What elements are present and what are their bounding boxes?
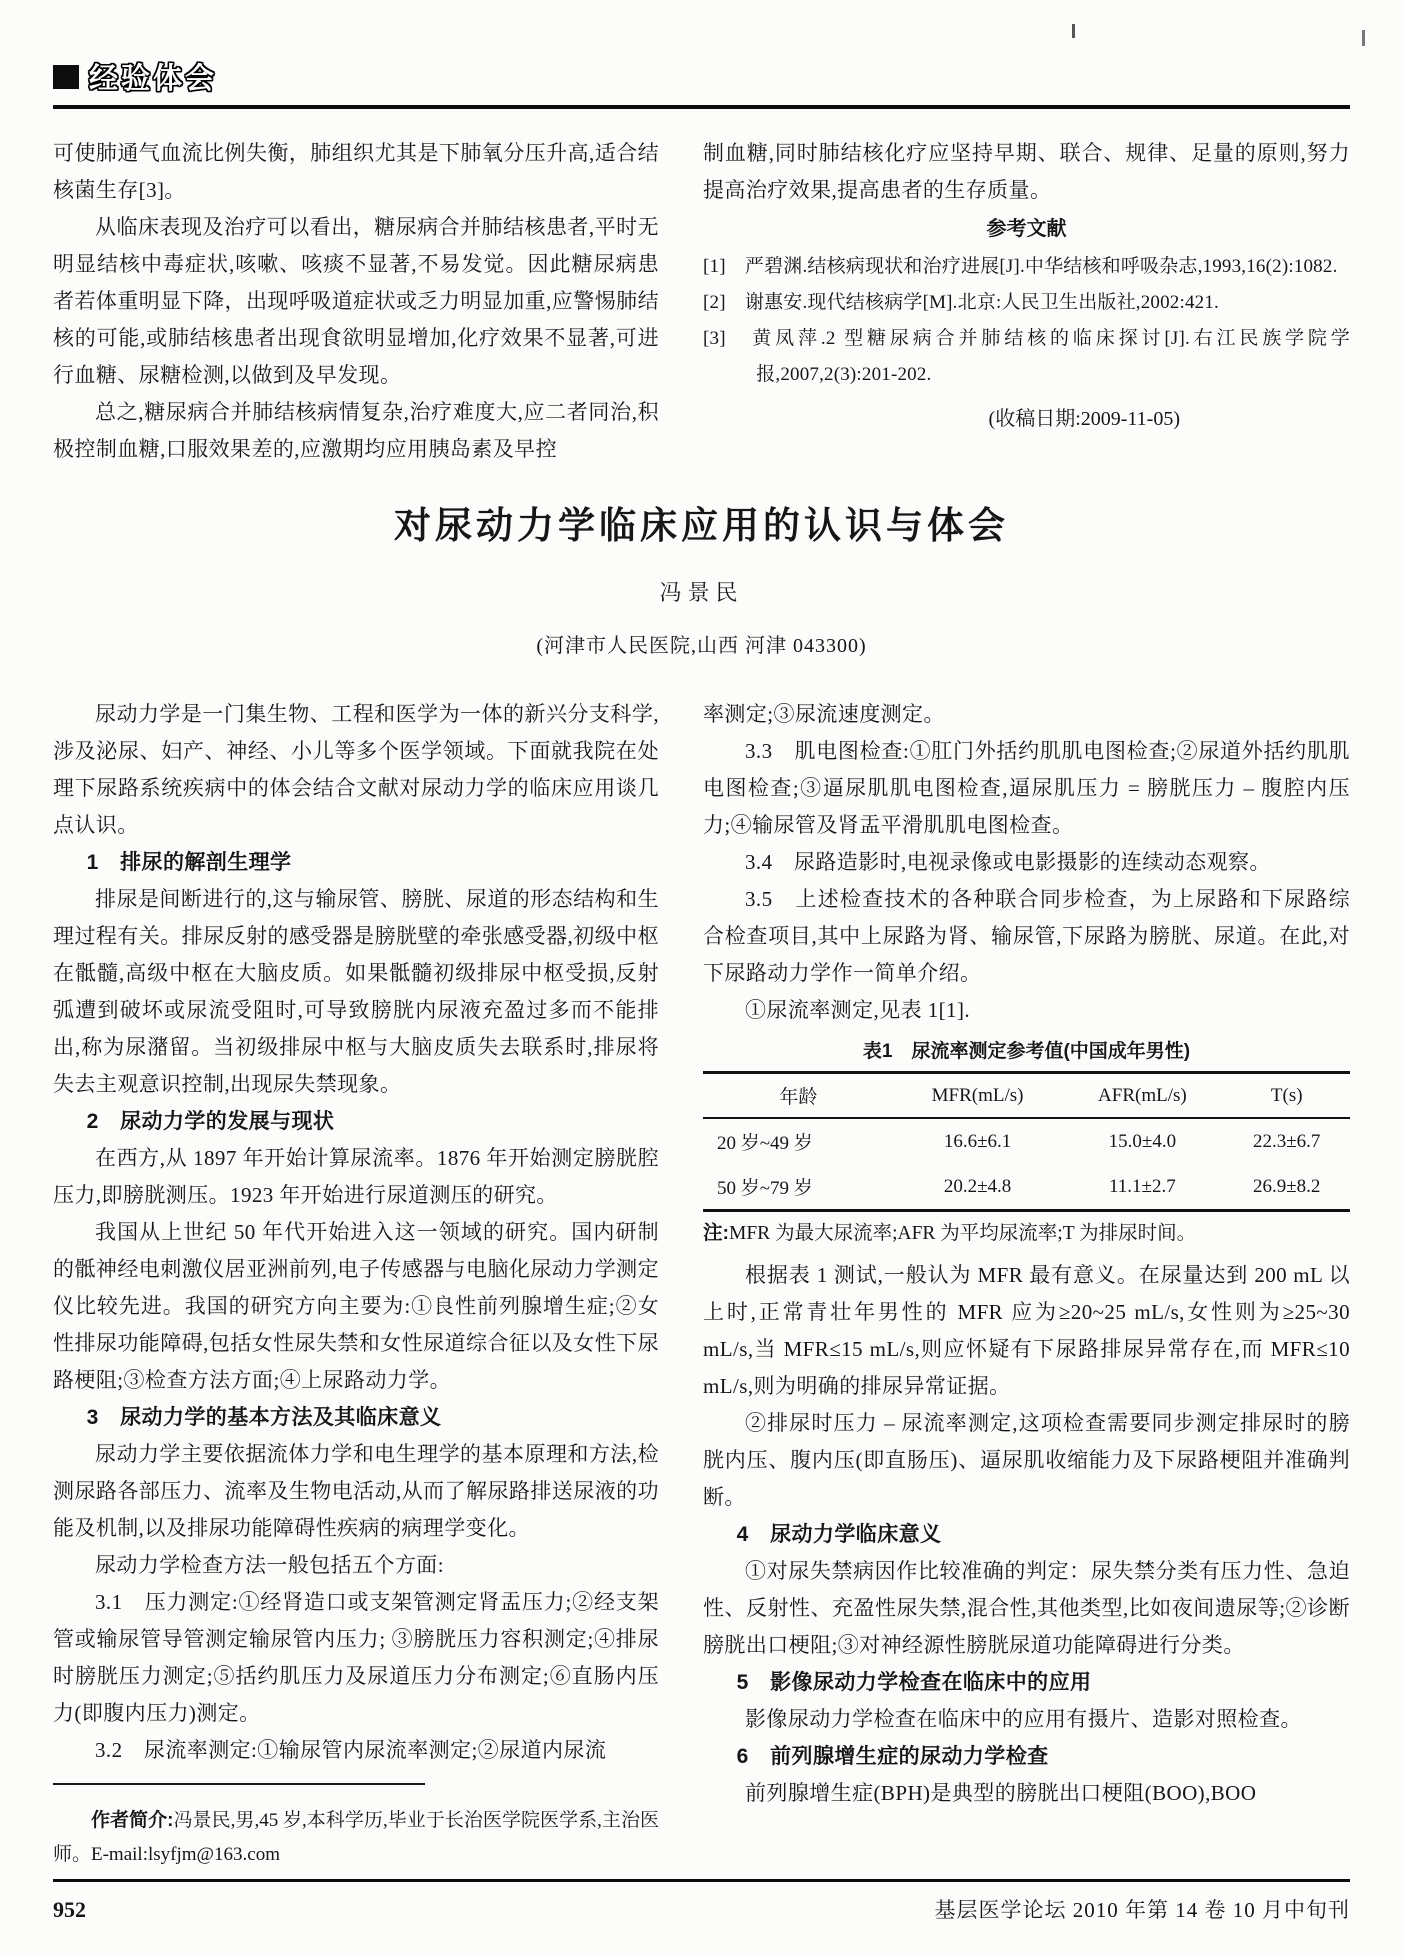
prev-article-right-column xyxy=(703,135,1350,468)
section-heading: 6 前列腺增生症的尿动力学检查 xyxy=(736,1745,1049,1768)
article-affiliation: (河津市人民医院,山西 河津 043300) xyxy=(536,635,867,657)
section-heading: 1 排尿的解剖生理学 xyxy=(86,851,292,874)
article-head xyxy=(53,502,1350,660)
paragraph: 总之,糖尿病合并肺结核病情复杂,治疗难度大,应二者同治,积极控制血糖,口服效果差的,应激期均应用胰岛素及早控 xyxy=(53,400,659,461)
badge-square-icon xyxy=(53,65,79,89)
scan-mark xyxy=(1362,30,1365,46)
table-header-age: 年龄 xyxy=(703,1073,894,1119)
section-heading: 5 影像尿动力学检查在临床中的应用 xyxy=(736,1671,1092,1694)
page-header xyxy=(53,56,1350,109)
table-header-afr: AFR(mL/s) xyxy=(1061,1073,1223,1119)
article-right-text-lower xyxy=(703,1257,1350,1812)
paragraph: 尿动力学检查方法一般包括五个方面: xyxy=(95,1553,444,1577)
table-cell: 50 岁~79 岁 xyxy=(717,1178,813,1199)
reference-item: [1] 严碧渊.结核病现状和治疗进展[J].中华结核和呼吸杂志,1993,16(2):1082. xyxy=(703,256,1338,277)
paragraph: 3.1 压力测定:①经肾造口或支架管测定肾盂压力;②经支架管或输尿管导管测定输尿管内压力; ③膀胱压力容积测定;④排尿时膀胱压力测定;⑤括约肌压力及尿道压力分布测定;⑥直肠内压力(即腹内压力)测定。 xyxy=(53,1590,659,1725)
table-cell: 26.9±8.2 xyxy=(1253,1175,1321,1197)
section-heading: 3 尿动力学的基本方法及其临床意义 xyxy=(86,1406,442,1429)
table-cell: 20.2±4.8 xyxy=(943,1175,1012,1197)
prev-article-left-column xyxy=(53,135,659,468)
previous-article-section xyxy=(53,135,1350,468)
paragraph: ①对尿失禁病因作比较准确的判定：尿失禁分类有压力性、急迫性、反射性、充盈性尿失禁,混合性,其他类型,比如夜间遗尿等;②诊断膀胱出口梗阻;③对神经源性膀胱尿道功能障碍进行分类。 xyxy=(703,1559,1350,1657)
author-bio-footnote xyxy=(53,1804,659,1872)
table-header-t: T(s) xyxy=(1223,1073,1350,1119)
article-left-column xyxy=(53,696,659,1891)
paragraph: 从临床表现及治疗可以看出，糖尿病合并肺结核患者,平时无明显结核中毒症状,咳嗽、咳痰不显著,不易发觉。因此糖尿病患者若体重明显下降，出现呼吸道症状或乏力明显加重,应警惕肺结核的可能,或肺结核患者出现食欲明显增加,化疗效果不显著,可进行血糖、尿糖检测,以做到及早发现。 xyxy=(53,215,659,387)
table-note-label: 注: xyxy=(703,1222,729,1244)
journal-issue-line: 基层医学论坛 2010 年第 14 卷 10 月中旬刊 xyxy=(934,1898,1350,1922)
paragraph: 前列腺增生症(BPH)是典型的膀胱出口梗阻(BOO),BOO xyxy=(745,1781,1257,1805)
table-1-note xyxy=(703,1216,1350,1251)
page-footer xyxy=(0,1879,1403,1924)
table-header-row xyxy=(703,1073,1350,1119)
paragraph: 我国从上世纪 50 年代开始进入这一领域的研究。国内研制的骶神经电刺激仪居亚洲前列,电子传感器与电脑化尿动力学测定仪比较先进。我国的研究方向主要为:①良性前列腺增生症;②女性排尿功能障碍,包括女性尿失禁和女性尿道综合征以及女性下尿路梗阻;③检查方法方面;④上尿路动力学。 xyxy=(53,1220,659,1392)
section-badge xyxy=(53,56,1350,97)
author-bio-label: 作者简介: xyxy=(91,1810,174,1831)
paragraph: 3.3 肌电图检查:①肛门外括约肌肌电图检查;②尿道外括约肌肌电图检查;③逼尿肌肌电图检查,逼尿肌压力 = 膀胱压力 – 腹腔内压力;④输尿管及肾盂平滑肌肌电图检查。 xyxy=(703,739,1350,837)
reference-item: [2] 谢惠安.现代结核病学[M].北京:人民卫生出版社,2002:421. xyxy=(703,292,1219,313)
footer-rule xyxy=(53,1879,1350,1882)
article-title: 对尿动力学临床应用的认识与体会 xyxy=(394,505,1009,546)
reference-item: [3] 黄凤萍.2 型糖尿病合并肺结核的临床探讨[J].右江民族学院学报,2007,2(3):201-202. xyxy=(703,328,1350,385)
article-right-column xyxy=(703,696,1350,1891)
article-right-text-upper xyxy=(703,696,1350,1029)
paragraph: ①尿流率测定,见表 1[1]. xyxy=(745,998,971,1022)
table-cell: 15.0±4.0 xyxy=(1108,1130,1177,1152)
paragraph: 影像尿动力学检查在临床中的应用有摄片、造影对照检查。 xyxy=(745,1707,1302,1731)
paragraph: 3.2 尿流率测定:①输尿管内尿流率测定;②尿道内尿流 xyxy=(95,1738,607,1762)
paragraph: 3.4 尿路造影时,电视录像或电影摄影的连续动态观察。 xyxy=(745,850,1271,874)
section-badge-label: 经验体会 xyxy=(89,63,218,95)
table-1-caption: 表1 尿流率测定参考值(中国成年男性) xyxy=(862,1041,1191,1062)
paragraph: 尿动力学主要依据流体力学和电生理学的基本原理和方法,检测尿路各部压力、流率及生物电活动,从而了解尿路排送尿液的功能及机制,以及排尿功能障碍性疾病的病理学变化。 xyxy=(53,1442,659,1540)
paragraph: 排尿是间断进行的,这与输尿管、膀胱、尿道的形态结构和生理过程有关。排尿反射的感受器是膀胱壁的牵张感受器,初级中枢在骶髓,高级中枢在大脑皮质。如果骶髓初级排尿中枢受损,反射弧遭到破坏或尿流受阻时,可导致膀胱内尿液充盈过多而不能排出,称为尿潴留。当初级排尿中枢与大脑皮质失去联系时,排尿将失去主观意识控制,出现尿失禁现象。 xyxy=(53,887,659,1096)
table-cell: 22.3±6.7 xyxy=(1253,1130,1321,1152)
references-list xyxy=(703,249,1350,393)
author-bio-text: 冯景民,男,45 岁,本科学历,毕业于长治医学院医学系,主治医师。E-mail:lsyfjm@163.com xyxy=(53,1810,659,1865)
footnote-rule xyxy=(53,1783,425,1785)
article-author: 冯景民 xyxy=(659,580,744,605)
section-heading: 4 尿动力学临床意义 xyxy=(736,1523,942,1546)
paragraph: ②排尿时压力 – 尿流率测定,这项检查需要同步测定排尿时的膀胱内压、腹内压(即直肠压)、逼尿肌收缩能力及下尿路梗阻并准确判断。 xyxy=(703,1411,1350,1509)
page-number: 952 xyxy=(53,1897,86,1922)
references-title: 参考文献 xyxy=(986,218,1067,240)
table-note-text: MFR 为最大尿流率;AFR 为平均尿流率;T 为排尿时间。 xyxy=(729,1223,1197,1244)
prev-article-closing-paragraphs xyxy=(703,135,1350,209)
table-cell: 20 岁~49 岁 xyxy=(717,1133,813,1154)
table-cell: 16.6±6.1 xyxy=(943,1130,1012,1152)
table-row xyxy=(703,1164,1350,1211)
paragraph: 尿动力学是一门集生物、工程和医学为一体的新兴分支科学,涉及泌尿、妇产、神经、小儿等多个医学领域。下面就我院在处理下尿路系统疾病中的体会结合文献对尿动力学的临床应用谈几点认识。 xyxy=(53,702,659,837)
paragraph: 根据表 1 测试,一般认为 MFR 最有意义。在尿量达到 200 mL 以上时,正常青壮年男性的 MFR 应为≥20~25 mL/s,女性则为≥25~30 mL/s,当 MFR≤15 mL/s,则应怀疑有下尿路排尿异常存在,而 MFR≤10 mL/s,则为明确的排尿异常证据。 xyxy=(703,1263,1350,1398)
paragraph: 3.5 上述检查技术的各种联合同步检查，为上尿路和下尿路综合检查项目,其中上尿路为肾、输尿管,下尿路为膀胱、尿道。在此,对下尿路动力学作一简单介绍。 xyxy=(703,887,1350,985)
table-header-mfr: MFR(mL/s) xyxy=(894,1073,1061,1119)
paragraph: 率测定;③尿流速度测定。 xyxy=(703,702,945,726)
table-cell: 11.1±2.7 xyxy=(1109,1175,1176,1197)
paragraph: 制血糖,同时肺结核化疗应坚持早期、联合、规律、足量的原则,努力提高治疗效果,提高患者的生存质量。 xyxy=(703,141,1350,202)
table-1 xyxy=(703,1037,1350,1251)
scan-mark xyxy=(1072,24,1075,38)
received-date: (收稿日期:2009-11-05) xyxy=(988,408,1180,430)
paragraph: 可使肺通气血流比例失衡，肺组织尤其是下肺氧分压升高,适合结核菌生存[3]。 xyxy=(53,141,659,202)
paragraph: 在西方,从 1897 年开始计算尿流率。1876 年开始测定膀胱腔压力,即膀胱测压。1923 年开始进行尿道测压的研究。 xyxy=(53,1146,659,1207)
uroflow-reference-table xyxy=(703,1071,1350,1212)
header-rule xyxy=(53,105,1350,109)
article-left-text xyxy=(53,696,659,1769)
article-body xyxy=(53,696,1350,1891)
table-row xyxy=(703,1118,1350,1164)
section-heading: 2 尿动力学的发展与现状 xyxy=(86,1110,335,1133)
